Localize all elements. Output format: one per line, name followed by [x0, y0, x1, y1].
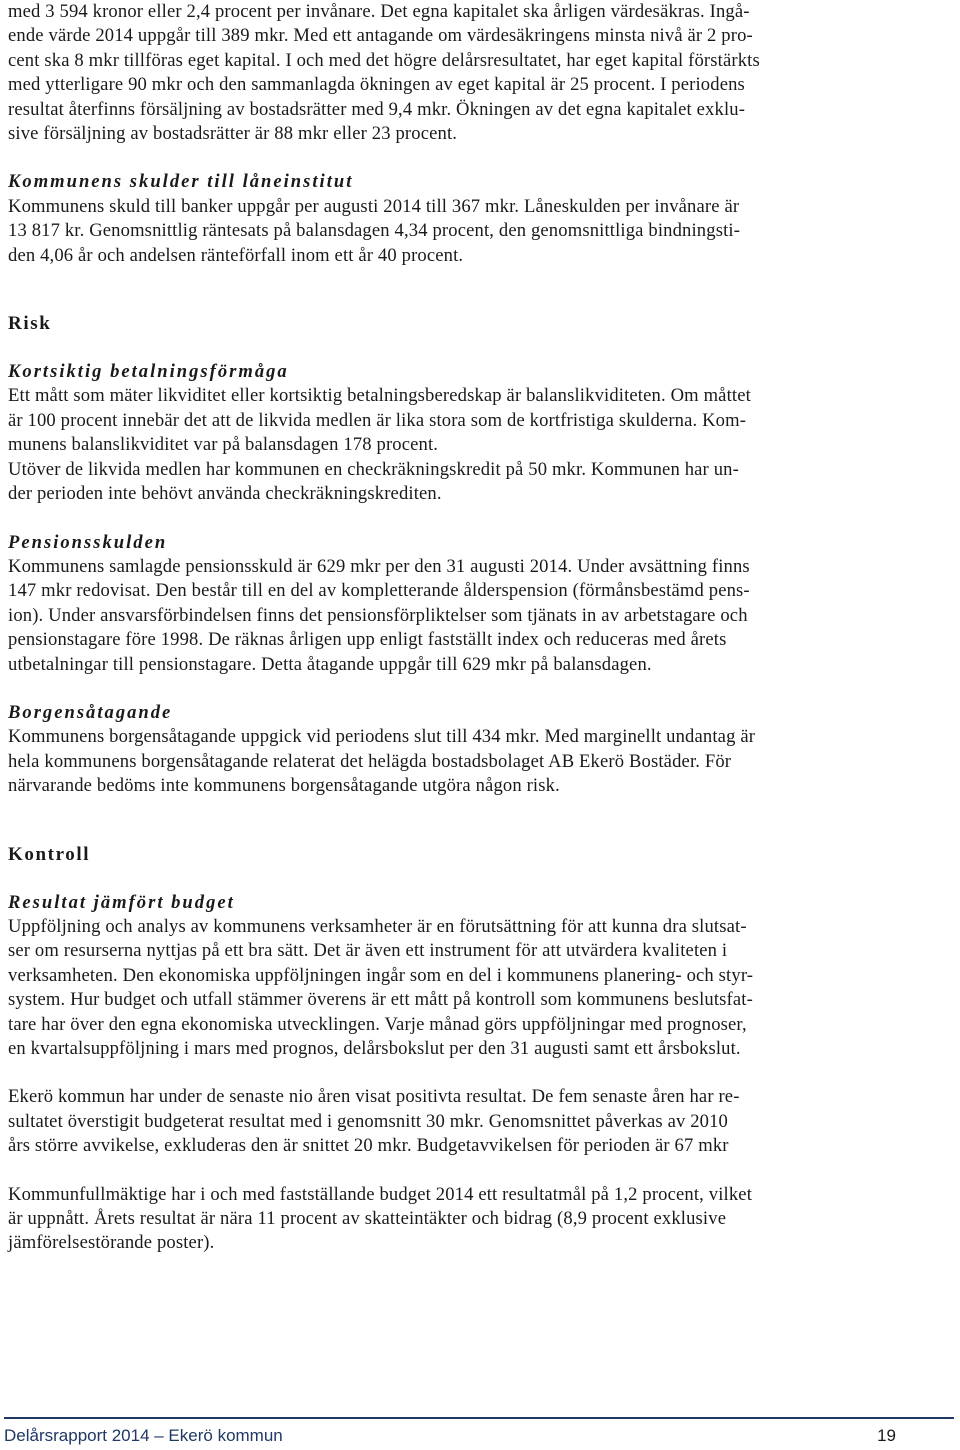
document-page — [8, 0, 953, 1256]
text-line: Uppföljning och analys av kommunens verksamheter är en förutsättning för att kunna dra slutsat- — [8, 915, 747, 937]
text-line: Kommunfullmäktige har i och med fastställande budget 2014 ett resultatmål på 1,2 procent, vilket — [8, 1183, 753, 1205]
text-line: ion). Under ansvarsförbindelsen finns det pensionsförpliktelser som tjänats in av arbetstagare och — [8, 604, 748, 626]
spacer — [8, 1061, 953, 1085]
paragraph-positiva-resultat — [8, 1085, 953, 1158]
paragraph-resultatmal — [8, 1183, 953, 1256]
text-line: Kommunens samlagde pensionsskuld är 629 mkr per den 31 augusti 2014. Under avsättning finns — [8, 555, 750, 577]
section-borgen — [8, 701, 953, 799]
heading-risk: Risk — [8, 313, 52, 335]
text-line: Kommunens skuld till banker uppgår per augusti 2014 till 367 mkr. Låneskulden per invånare är — [8, 195, 740, 217]
text-line: munens balanslikviditet var på balansdagen 178 procent. — [8, 434, 439, 456]
text-line: sultatet överstigit budgeterat resultat med i genomsnitt 30 mkr. Genomsnittet påverkas av 2010 — [8, 1110, 728, 1132]
subheading-resultat: Resultat jämfört budget — [8, 891, 235, 913]
text-line: system. Hur budget och utfall stämmer överens är ett mått på kontroll som kommunens beslutsfat- — [8, 989, 753, 1011]
text-line: resultat återfinns försäljning av bostadsrätter med 9,4 mkr. Ökningen av det egna kapitalet exklu- — [8, 98, 746, 120]
spacer — [8, 268, 953, 312]
spacer — [8, 507, 953, 531]
text-line: års större avvikelse, exkluderas den är snittet 20 mkr. Budgetavvikelsen för perioden är 67 mkr — [8, 1135, 729, 1157]
text-line: med ytterligare 90 mkr och den sammanlagda ökningen av eget kapital är 25 procent. I periodens — [8, 74, 745, 96]
text-line: 147 mkr redovisat. Den består till en del av kompletterande ålderspension (förmånsbestämd pens- — [8, 580, 750, 602]
text-line: utbetalningar till pensionstagare. Detta åtagande uppgår till 629 mkr på balansdagen. — [8, 653, 652, 675]
text-line: den 4,06 år och andelsen ränteförfall inom ett år 40 procent. — [8, 244, 464, 266]
section-pension — [8, 531, 953, 677]
section-skulder — [8, 170, 953, 268]
subheading-borgen: Borgensåtagande — [8, 701, 173, 723]
intro-paragraph — [8, 0, 953, 146]
text-line: är uppnått. Årets resultat är nära 11 procent av skatteintäkter och bidrag (8,9 procent exklusive — [8, 1208, 727, 1230]
text-line: Ekerö kommun har under de senaste nio åren visat positivta resultat. De fem senaste åren har re- — [8, 1086, 740, 1108]
subheading-betalning: Kortsiktig betalningsförmåga — [8, 361, 289, 383]
text-line: jämförelsestörande poster). — [8, 1232, 215, 1254]
text-line: med 3 594 kronor eller 2,4 procent per invånare. Det egna kapitalet ska årligen värdesäkras. Ingå- — [8, 1, 750, 22]
text-line: närvarande bedöms inte kommunens borgensåtagande utgöra någon risk. — [8, 775, 560, 797]
spacer — [8, 336, 953, 360]
spacer — [8, 677, 953, 701]
text-line: ser om resurserna nyttjas på ett bra sätt. Det är även ett instrument för att utvärdera kvaliteten i — [8, 940, 728, 962]
section-resultat — [8, 891, 953, 1062]
text-line: der perioden inte behövt använda checkräkningskrediten. — [8, 483, 442, 505]
text-line: cent ska 8 mkr tillföras eget kapital. I och med det högre delårsresultatet, har eget kapital förstärkts — [8, 49, 760, 71]
text-line: Kommunens borgensåtagande uppgick vid periodens slut till 434 mkr. Med marginellt undantag är — [8, 726, 756, 748]
subheading-pension: Pensionsskulden — [8, 531, 168, 553]
spacer — [8, 146, 953, 170]
text-line: en kvartalsuppföljning i mars med prognos, delårsbokslut per den 31 augusti samt ett årsbokslut. — [8, 1038, 741, 1059]
spacer — [8, 867, 953, 891]
section-betalning — [8, 360, 953, 506]
footer-title: Delårsrapport 2014 – Ekerö kommun — [4, 1426, 283, 1445]
text-line: pensionstagare före 1998. De räknas årligen upp enligt fastställt index och reduceras med årets — [8, 629, 727, 651]
text-line: Ett mått som mäter likviditet eller kortsiktig betalningsberedskap är balanslikviditeten. Om måttet — [8, 385, 751, 407]
text-line: hela kommunens borgensåtagande relaterat det helägda bostadsbolaget AB Ekerö Bostäder. För — [8, 750, 732, 772]
text-line: är 100 procent innebär det att de likvida medlen är lika stora som de kortfristiga skulderna. Kom- — [8, 409, 747, 431]
page-number: 19 — [877, 1426, 896, 1445]
text-line: Utöver de likvida medlen har kommunen en checkräkningskredit på 50 mkr. Kommunen har un- — [8, 458, 739, 480]
text-line: tare har över den egna ekonomiska utvecklingen. Varje månad görs uppföljningar med prognoser, — [8, 1013, 747, 1035]
text-line: 13 817 kr. Genomsnittlig räntesats på balansdagen 4,34 procent, den genomsnittliga bindningsti- — [8, 220, 741, 242]
text-line: ende värde 2014 uppgår till 389 mkr. Med ett antagande om värdesäkringens minsta nivå är 2 pro- — [8, 25, 753, 47]
text-line: sive försäljning av bostadsrätter är 88 mkr eller 23 procent. — [8, 123, 458, 145]
text-line: verksamheten. Den ekonomiska uppföljningen ingår som en del i kommunens planering- och styr- — [8, 964, 754, 986]
page-footer — [4, 1417, 954, 1449]
heading-kontroll: Kontroll — [8, 843, 91, 865]
spacer — [8, 799, 953, 843]
spacer — [8, 1159, 953, 1183]
subheading-skulder: Kommunens skulder till låneinstitut — [8, 171, 354, 193]
